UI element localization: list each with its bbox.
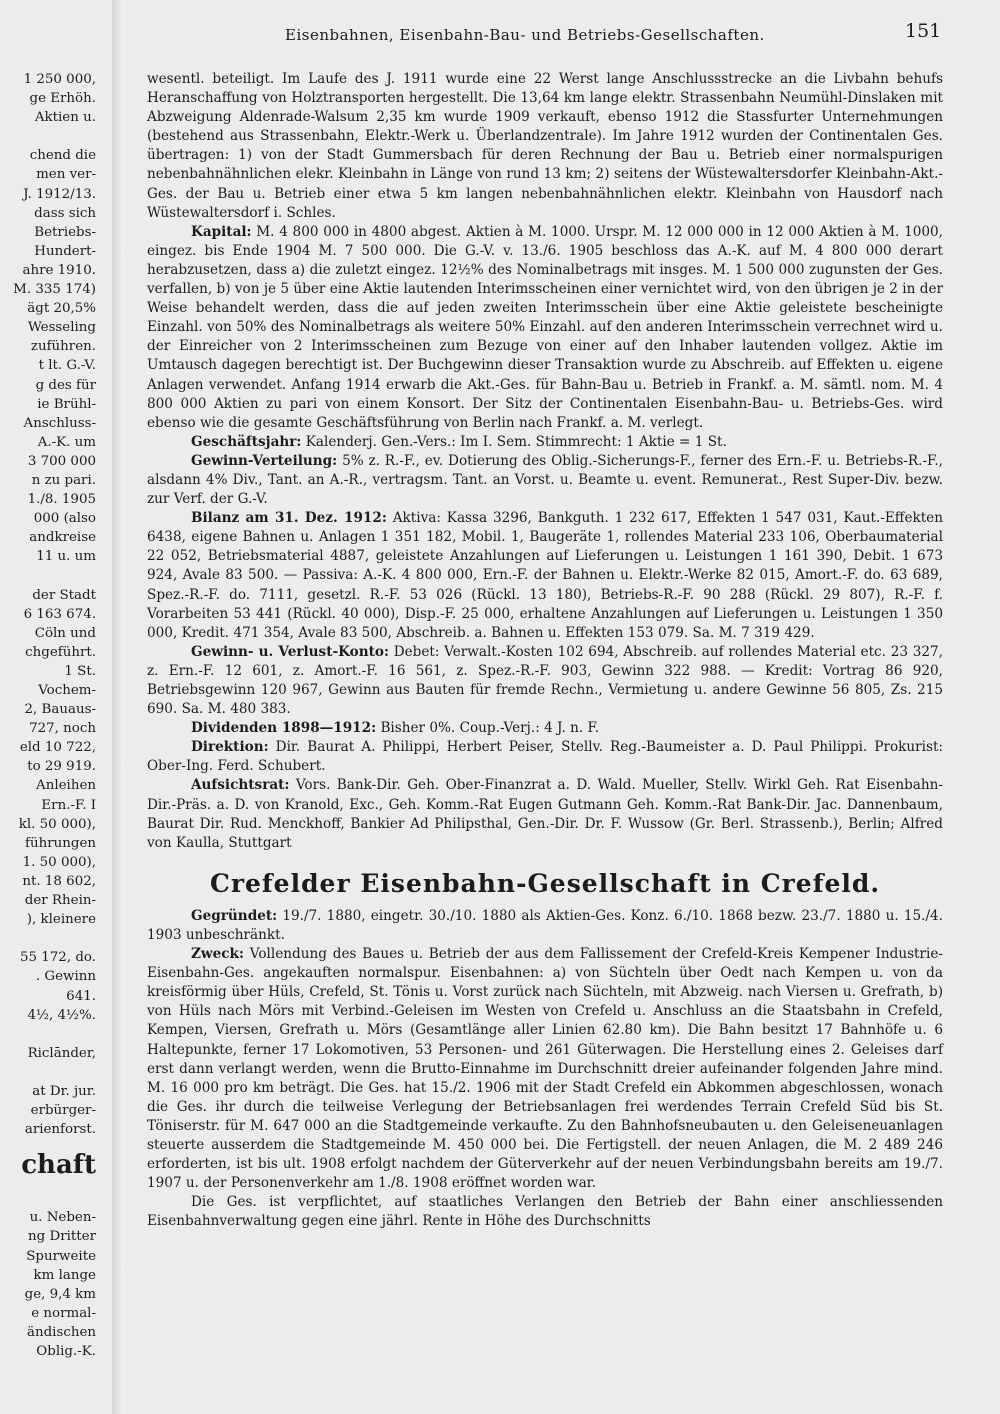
margin-line: g des für: [35, 377, 96, 393]
margin-line: 55 172, do.: [19, 950, 96, 966]
margin-line: [0, 1025, 96, 1044]
previous-page-margin-text: [0, 70, 96, 1361]
margin-line: dass sich: [34, 205, 96, 221]
margin-line: 3 700 000: [27, 453, 96, 469]
entry-text: wesentl. beteiligt. Im Laufe des J. 1911 wurde eine 22 Werst lange Anschlussstrecke an die Livbahn behufs Heranschaffung von Holztransporten hergestellt. Die 13,64 km lange elektr. Strassenbahn Neumühl-Dinslaken mit Abzweigung Aldenrade-Walsum 2,35 km wurde 1909 verkauft, ebenso 1912 die Stassfurter Unternehmungen (bestehend aus Strassenbahn, Elektr.-Werk u. Überlandzentrale). Im Jahre 1912 wurden der Continentalen Ges. übertragen: 1) von der Stadt Gummersbach für deren Rechnung der Bau u. Betrieb einer normalspurigen nebenbahnähnlichen elekr. Kleinbahn in Länge von rund 13 km; 2) seitens der Wüstewaltersdorfer Kleinbahn-Akt.-Ges. der Bau u. Betrieb einer etwa 5 km langen nebenbahnähnlichen elektr. Kleinbahn von Hausdorf nach Wüstewaltersdorf i. Schles.: [147, 71, 943, 221]
margin-line: ge Erhöh.: [29, 91, 96, 107]
margin-line: 1 250 000,: [23, 72, 96, 87]
margin-line: ägt 20,5%: [27, 301, 96, 317]
closing-paragraph: Die Ges. ist verpflichtet, auf staatliches Verlangen den Betrieb der Bahn einer anschliessenden Eisenbahnverwaltung gegen eine jährl. Rente in Höhe des Durchschnitts: [147, 1194, 943, 1230]
margin-line: Ern.-F. I: [41, 797, 96, 813]
entry-label: Kapital:: [191, 223, 252, 240]
margin-line: Hundert-: [34, 243, 96, 259]
margin-line: 4½, 4½%.: [27, 1007, 96, 1023]
entry-label: Direktion:: [191, 739, 269, 756]
margin-line: arienforst.: [24, 1122, 96, 1138]
entry-label: Gewinn- u. Verlust-Konto:: [191, 643, 389, 660]
entry-paragraph: [147, 452, 943, 509]
entry-text: Kalenderj. Gen.-Vers.: Im I. Sem. Stimmrecht: 1 Aktie = 1 St.: [305, 433, 727, 450]
entry-label: Geschäftsjahr:: [191, 433, 302, 450]
margin-line: Betriebs-: [34, 224, 96, 240]
margin-title-fragment: chaft: [21, 1150, 96, 1181]
margin-line: J. 1912/13.: [23, 186, 96, 202]
entry-paragraph: [147, 945, 943, 1193]
entry-text: 19./7. 1880, eingetr. 30./10. 1880 als Aktien-Ges. Konz. 6./10. 1868 bezw. 23./7. 1880 u. 15./4. 1903 unbeschränkt.: [147, 907, 943, 943]
entry-text: Debet: Verwalt.-Kosten 102 694, Abschreib. auf rollendes Material etc. 23 327, z. Ern.-F. 12 601, z. Amort.-F. 16 561, z. Spez.-R.-F. 903, Gewinn 322 988. — Kredit: Vortrag 86 920, Betriebsgewinn 120 967, Gewinn aus Bauten für fremde Rechn., Vermietung u. andere Gewinne 56 805, Zs. 215 690. Sa. M. 480 383.: [147, 643, 943, 718]
continental-company-entry: [147, 70, 943, 853]
entry-paragraph: [147, 643, 943, 719]
crefeld-company-entry: [147, 907, 943, 1193]
margin-line: Anleihen: [36, 778, 96, 794]
margin-line: 6 163 674.: [23, 606, 96, 622]
entry-text: Bisher 0%. Coup.-Verj.: 4 J. n. F.: [380, 720, 600, 737]
margin-line: Anschluss-: [23, 415, 96, 431]
margin-line: kl. 50 000),: [18, 816, 96, 832]
margin-line: ändischen: [26, 1324, 96, 1340]
margin-line: 2, Bauaus-: [24, 702, 96, 718]
entry-label: Aufsichtsrat:: [191, 777, 290, 794]
margin-line: der Stadt: [32, 587, 96, 603]
entry-paragraph: [147, 509, 943, 643]
margin-line: to 29 919.: [27, 759, 96, 775]
entry-label: Bilanz am 31. Dez. 1912:: [191, 510, 387, 527]
margin-line: ahre 1910.: [22, 262, 96, 278]
margin-line: . Gewinn: [35, 969, 96, 985]
entry-text: 5% z. R.-F., ev. Dotierung des Oblig.-Sicherungs-F., ferner des Ern.-F. u. Betriebs-R.-F., alsdann 4% Div., Tant. an A.-R., vertragsm. Tant. an Vorst. u. Beamte u. event. Remunerat., Rest Super-Div. bezw. zur Verf. der G.-V.: [147, 452, 943, 508]
margin-line: 641.: [66, 988, 96, 1004]
entry-paragraph: [147, 223, 943, 433]
entry-text: Dir. Baurat A. Philippi, Herbert Peiser, Stellv. Reg.-Baumeister a. D. Paul Philippi. Prokurist: Ober-Ing. Ferd. Schubert.: [147, 739, 944, 775]
margin-line: [0, 566, 96, 585]
margin-line: 727, noch: [29, 721, 96, 737]
margin-line: M. 335 174): [13, 282, 96, 298]
margin-line: n zu pari.: [31, 472, 96, 488]
margin-line: führungen: [25, 835, 96, 851]
margin-line: ), kleinere: [26, 912, 96, 928]
margin-line: ng Dritter: [28, 1229, 96, 1245]
margin-line: e normal-: [31, 1305, 96, 1321]
entry-text: Vollendung des Baues u. Betrieb der aus dem Fallissement der Crefeld-Kreis Kempener Industrie-Eisenbahn-Ges. angekauften normalspur. Eisenbahnen: a) von Süchteln über Oedt nach Kempen u. von da kreisförmig über Hüls, Crefeld, St. Tönis u. Vorst zurück nach Süchteln, mit Abzweig. nach Viersen u. Grefrath, b) von Hüls nach Mörs mit Verbind.-Geleisen im Westen von Crefeld u. Anschluss an die Staatsbahn in Crefeld, Kempen, Viersen, Grefrath u. Mörs (Gesamtlänge aller Linien 62.80 km). Die Bahn besitzt 17 Bahnhöfe u. 6 Haltepunkte, ferner 17 Lokomotiven, 53 Personen- und 261 Güterwagen. Die Herstellung eines 2. Geleises darf erst dann verlangt werden, wenn die Brutto-Einnahme im Durchschnitt dreier aufeinander folgenden Jahre mind. M. 16 000 pro km beträgt. Die Ges. hat 15./2. 1906 mit der Stadt Crefeld ein Abkommen abgeschlossen, wonach die Ges. ihr durch die teilweise Verlegung der Betriebsanlagen frei werdendes Terrain Crefeld Süd bis St. Töniserstr. für M. 647 000 an die Stadtgemeinde verkaufte. Zu den Bahnhofsneubauten u. den Geleiseneuanlagen steuerte ausserdem die Stadtgemeinde M. 450 000 bei. Die Fertigstell. der neuen Anlagen, die M. 2 489 246 erforderten, ist bis ult. 1908 erfolgt nachdem der Güterverkehr auf der neuen Verbindungsbahn bereits am 19./7. 1907 u. der Personenverkehr am 1./8. 1908 eröffnet worden war.: [147, 946, 943, 1192]
entry-label: Gegründet:: [191, 907, 278, 924]
page-gutter: [112, 0, 124, 1414]
entry-label: Gewinn-Verteilung:: [191, 452, 338, 469]
margin-line: eld 10 722,: [19, 740, 96, 756]
margin-line: Oblig.-K.: [36, 1344, 96, 1359]
main-column: [147, 70, 943, 1231]
margin-line: nt. 18 602,: [22, 873, 96, 889]
margin-line: der Rhein-: [24, 893, 96, 909]
margin-line: [0, 929, 96, 948]
entry-paragraph: [147, 738, 943, 776]
margin-line: men ver-: [36, 167, 96, 183]
margin-line: ie Brühl-: [37, 396, 96, 412]
margin-line: at Dr. jur.: [32, 1083, 96, 1099]
margin-line: [0, 1063, 96, 1082]
margin-line: Cöln und: [34, 625, 96, 641]
entry-text: Aktiva: Kassa 3296, Bankguth. 1 232 617, Effekten 1 547 031, Kaut.-Effekten 6438, eigene Bahnen u. Anlagen 1 351 182, Mobil. 1, Baugeräte 1, rollendes Material 233 106, Oberbaumaterial 22 052, Betriebsmaterial 4887, geleistete Anzahlungen auf Lieferungen u. Leistungen 1 161 390, Debit. 1 673 924, Avale 83 500. — Passiva: A.-K. 4 800 000, Ern.-F. der Bahnen u. Elektr.-Werke 82 015, Amort.-F. do. 63 689, Spez.-R.-F. do. 7111, gesetzl. R.-F. 53 026 (Rückl. 13 180), Betriebs-R.-F. 90 288 (Rückl. 29 807), R.-F. f. Vorarbeiten 53 441 (Rückl. 40 000), Disp.-F. 25 000, erhaltene Anzahlungen auf Lieferungen u. Leistungen 1 350 000, Kredit. 471 354, Avale 83 500, Abschreib. a. Bahnen u. Effekten 153 079. Sa. M. 7 319 429.: [147, 510, 943, 641]
margin-line: 1 St.: [64, 663, 96, 679]
margin-line: t lt. G.-V.: [38, 358, 96, 374]
entry-paragraph: [147, 70, 943, 223]
margin-line: 1./8. 1905: [27, 492, 96, 508]
margin-line: [0, 1189, 96, 1208]
margin-line: chend die: [29, 148, 96, 164]
margin-line: zuführen.: [30, 339, 96, 355]
margin-line: Wesseling: [27, 320, 96, 336]
margin-line: u. Neben-: [29, 1210, 96, 1226]
margin-line: Spurweite: [26, 1248, 96, 1264]
margin-line: Riclānder,: [27, 1045, 96, 1061]
entry-paragraph: [147, 719, 943, 738]
margin-line: 11 u. um: [36, 549, 96, 565]
entry-paragraph: [147, 907, 943, 945]
margin-line: [0, 127, 96, 146]
section-title: Crefelder Eisenbahn-Gesellschaft in Crefeld.: [209, 868, 881, 898]
margin-line: Aktien u.: [34, 110, 96, 126]
page-number: 151: [905, 20, 942, 42]
margin-line: erbürger-: [30, 1103, 96, 1119]
margin-line: andkreise: [29, 530, 96, 546]
entry-label: Zweck:: [191, 946, 244, 963]
margin-line: 000 (also: [33, 511, 96, 527]
margin-line: Vochem-: [38, 683, 96, 698]
entry-paragraph: [147, 433, 943, 452]
entry-label: Dividenden 1898—1912:: [191, 720, 377, 737]
margin-line: chgeführt.: [25, 644, 96, 660]
entry-paragraph: [147, 776, 943, 852]
running-header: Eisenbahnen, Eisenbahn-Bau- und Betriebs-Gesellschaften.: [285, 26, 765, 44]
margin-line: 1. 50 000),: [22, 854, 96, 870]
entry-text: M. 4 800 000 in 4800 abgest. Aktien à M. 1000. Urspr. M. 12 000 000 in 12 000 Aktien à M. 1000, eingez. bis Ende 1904 M. 7 500 000. Die G.-V. v. 13./6. 1905 beschloss das A.-K. auf M. 4 800 000 derart herabzusetzen, dass a) die zuletzt eingez. 12½% des Nominalbetrags mit insges. M. 1 500 000 zugunsten der Ges. verfallen, b) von je 5 über eine Aktie lautenden Interimsscheinen einer vernichtet wird, von den übrigen je 2 in der Weise behandelt werden, dass die auf jeden zweiten Interimsschein über eine Aktie geleistete bescheinigte Einzahl. von 50% des Nominalbetrags als weitere 50% Einzahl. auf den anderen Interimsschein verrechnet wird u. der Einreicher von 2 Interimsscheinen zum Bezuge von einer auf den Inhaber lautenden vollgez. Aktie im Umtausch dagegen berechtigt ist. Der Buchgewinn dieser Transaktion wurde zu Abschreib. auf Effekten u. eigene Anlagen verwendet. Anfang 1914 erwarb die Akt.-Ges. für Bahn-Bau u. Betrieb in Frankf. a. M. sämtl. nom. M. 4 800 000 Aktien zu pari von einem Konsort. Der Sitz der Continentalen Eisenbahn-Bau- u. Betriebs-Ges. wird ebenso wie die gesamte Geschäftsführung von Berlin nach Frankf. a. M. verlegt.: [147, 223, 943, 431]
margin-line: A.-K. um: [37, 434, 96, 450]
margin-line: km lange: [33, 1267, 96, 1283]
margin-line: ge, 9,4 km: [24, 1286, 96, 1302]
entry-text: Vors. Bank-Dir. Geh. Ober-Finanzrat a. D. Wald. Mueller, Stellv. Wirkl Geh. Rat Eisenbahn-Dir.-Präs. a. D. von Kranold, Exc., Geh. Komm.-Rat Eugen Gutmann Geh. Komm.-Rat Bank-Dir. Jac. Dannenbaum, Baurat Dir. Rud. Menckhoff, Bankier Ad Philipsthal, Gen.-Dir. Dr. F. Wussow (Gr. Berl. Strassenb.), Berlin; Alfred von Kaulla, Stuttgart: [147, 777, 943, 851]
